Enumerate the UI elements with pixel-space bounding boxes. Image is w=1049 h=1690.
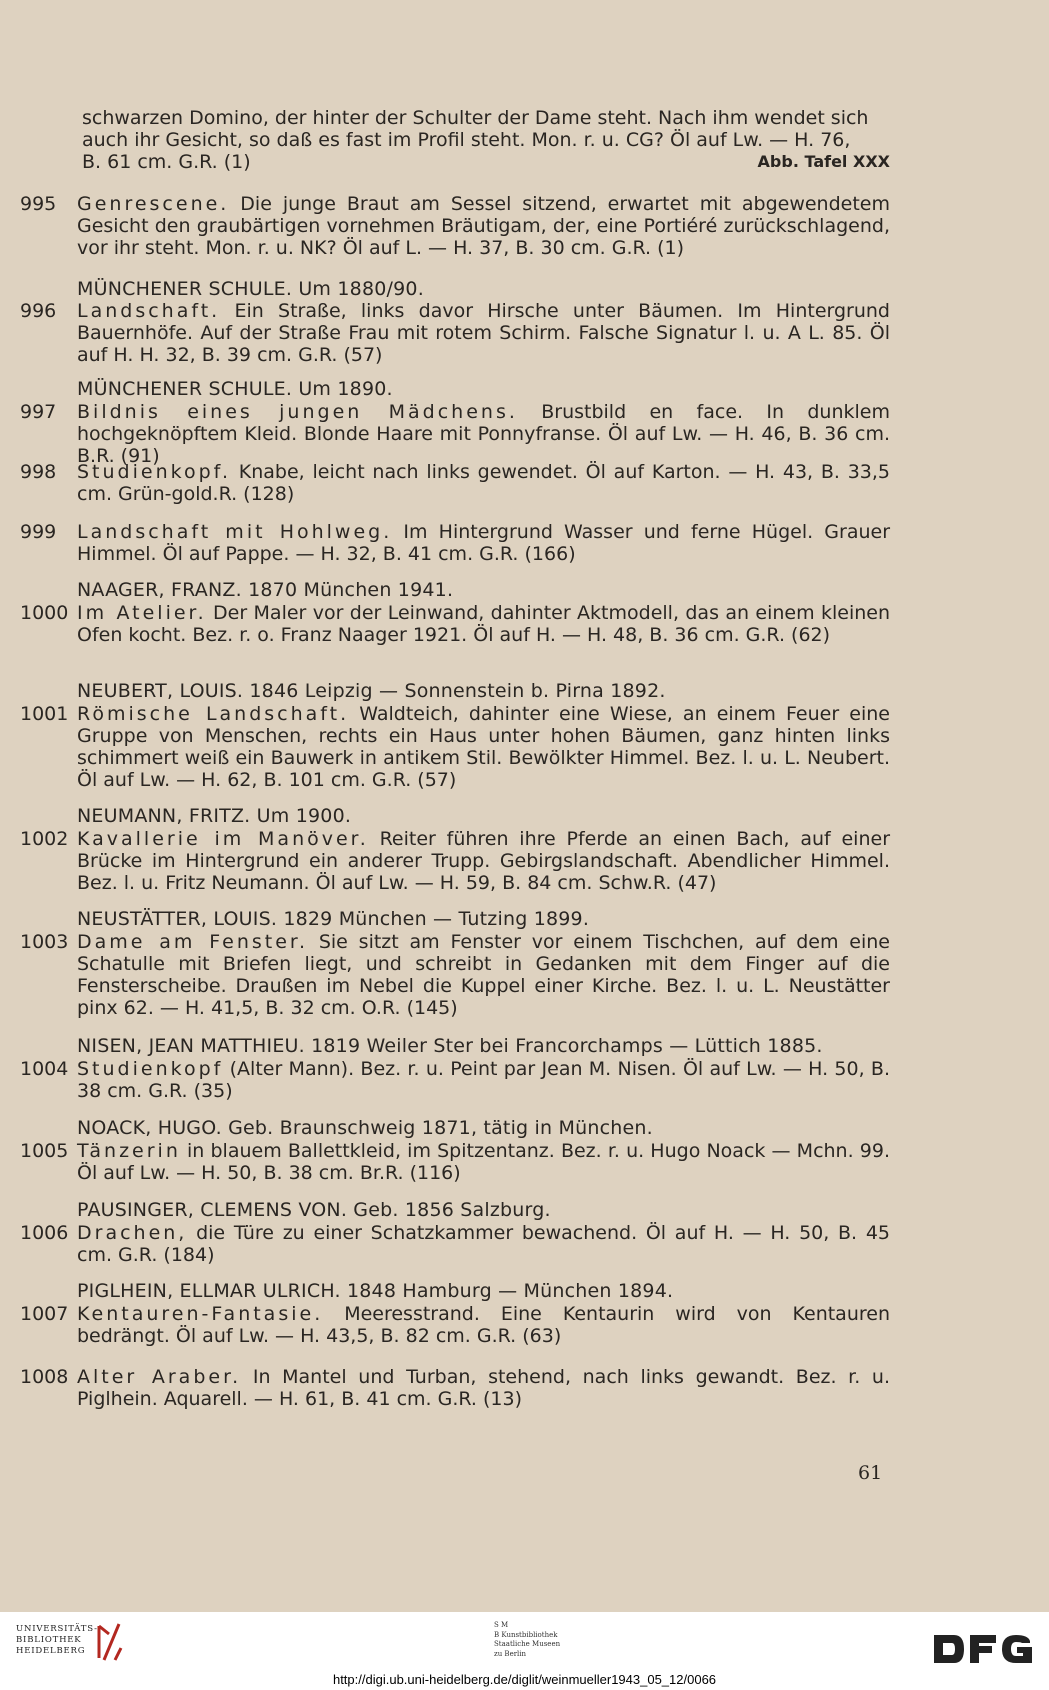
entry-title: Genrescene.	[77, 193, 230, 215]
entry-title: Römische Landschaft.	[77, 703, 350, 725]
artist-heading: NAAGER, FRANZ. 1870 München 1941.	[77, 579, 454, 601]
digitization-footer	[0, 1612, 1049, 1690]
page-number: 61	[858, 1462, 883, 1484]
smb-line-2: B Kunstbibliothek	[494, 1630, 558, 1639]
entry-title: Bildnis eines jungen Mädchens.	[77, 401, 518, 423]
university-library-label	[16, 1624, 98, 1657]
artist-heading: NEUSTÄTTER, LOUIS. 1829 München — Tutzing 1899.	[77, 908, 590, 930]
artist-heading: MÜNCHENER SCHULE. Um 1890.	[77, 378, 393, 400]
entry-title: Kentauren-Fantasie.	[77, 1303, 324, 1325]
catalog-entry	[20, 1058, 890, 1102]
lot-number: 1001	[20, 703, 69, 725]
smb-kunstbibliothek-label	[494, 1621, 560, 1659]
entry-title: Kavallerie im Manöver.	[77, 828, 369, 850]
artist-heading: PAUSINGER, CLEMENS VON. Geb. 1856 Salzburg.	[77, 1199, 551, 1221]
entry-description: Sie sitzt am Fenster vor einem Tischchen, auf dem eine Schatulle mit Briefen liegt, und schreibt in Gedanken mit dem Finger auf die Fensterscheibe. Draußen im Nebel die Kuppel einer Kirche. Bez. l. u. L. Neustätter pinx 62. — H. 41,5, B. 32 cm. O.R. (145)	[77, 931, 890, 1019]
catalog-entry	[20, 703, 890, 791]
lot-number: 998	[20, 461, 57, 483]
smb-line-4: zu Berlin	[494, 1649, 527, 1658]
artist-heading: NEUMANN, FRITZ. Um 1900.	[77, 805, 352, 827]
lot-number: 997	[20, 401, 57, 423]
lot-number: 1003	[20, 931, 69, 953]
catalog-entry	[20, 828, 890, 894]
entry-title: Drachen,	[77, 1222, 188, 1244]
entry-title: Studienkopf	[77, 1058, 224, 1080]
lot-number: 1004	[20, 1058, 69, 1080]
lot-number: 996	[20, 300, 57, 322]
continued-entry-text	[82, 107, 890, 173]
catalog-entry	[20, 1222, 890, 1266]
catalog-entry	[20, 602, 890, 646]
lot-number: 1002	[20, 828, 69, 850]
catalog-entry	[20, 521, 890, 565]
artist-heading: MÜNCHENER SCHULE. Um 1880/90.	[77, 278, 424, 300]
catalog-entry	[20, 401, 890, 467]
lot-number: 995	[20, 193, 57, 215]
entry-description: Die junge Braut am Sessel sitzend, erwartet mit abgewendetem Gesicht den graubärtigen vornehmen Bräutigam, der, eine Portiéré zurückschlagend, vor ihr steht. Mon. r. u. NK? Öl auf L. — H. 37, B. 30 cm. G.R. (1)	[77, 193, 890, 259]
university-line-1: UNIVERSITÄTS-	[16, 1624, 98, 1634]
entry-description: (Alter Mann). Bez. r. u. Peint par Jean M. Nisen. Öl auf Lw. — H. 50, B. 38 cm. G.R. (35)	[77, 1058, 890, 1102]
lead-line-1: schwarzen Domino, der hinter der Schulter der Dame steht. Nach ihm wendet sich	[82, 107, 869, 129]
dfg-logo-icon	[932, 1632, 1038, 1666]
entry-title: Dame am Fenster.	[77, 931, 309, 953]
lot-number: 1000	[20, 602, 69, 624]
lead-line-3: B. 61 cm. G.R. (1)	[82, 151, 251, 173]
artist-heading: PIGLHEIN, ELLMAR ULRICH. 1848 Hamburg — München 1894.	[77, 1280, 674, 1302]
entry-description: Ein Straße, links davor Hirsche unter Bäumen. Im Hintergrund Bauernhöfe. Auf der Straße Frau mit rotem Schirm. Falsche Signatur l. u. A L. 85. Öl auf H. H. 32, B. 39 cm. G.R. (57)	[77, 300, 890, 366]
entry-description: die Türe zu einer Schatzkammer bewachend. Öl auf H. — H. 50, B. 45 cm. G.R. (184)	[77, 1222, 890, 1266]
university-line-3: HEIDELBERG	[16, 1646, 86, 1656]
entry-description: Knabe, leicht nach links gewendet. Öl auf Karton. — H. 43, B. 33,5 cm. Grün-gold.R. (128)	[77, 461, 890, 505]
entry-title: Tänzerin	[77, 1140, 181, 1162]
entry-title: Im Atelier.	[77, 602, 207, 624]
smb-line-3: Staatliche Museen	[494, 1640, 561, 1648]
lot-number: 1007	[20, 1303, 69, 1325]
entry-description: In Mantel und Turban, stehend, nach links gewandt. Bez. r. u. Piglhein. Aquarell. — H. 61, B. 41 cm. G.R. (13)	[77, 1366, 891, 1410]
entry-description: Im Hintergrund Wasser und ferne Hügel. Grauer Himmel. Öl auf Pappe. — H. 32, B. 41 cm. G.R. (166)	[77, 521, 891, 565]
catalog-entry	[20, 461, 890, 505]
plate-reference: Abb. Tafel XXX	[757, 152, 890, 171]
catalog-entry	[20, 1303, 890, 1347]
university-line-2: BIBLIOTHEK	[16, 1635, 82, 1645]
catalog-entry	[20, 193, 890, 259]
source-url[interactable]: http://digi.ub.uni-heidelberg.de/diglit/weinmueller1943_05_12/0066	[332, 1672, 717, 1687]
catalog-entry	[20, 931, 890, 1019]
entry-description: in blauem Ballettkleid, im Spitzentanz. Bez. r. u. Hugo Noack — Mchn. 99. Öl auf Lw. — H. 50, B. 38 cm. Br.R. (116)	[77, 1140, 891, 1184]
entry-description: Reiter führen ihre Pferde an einen Bach, auf einer Brücke im Hintergrund ein anderer Trupp. Gebirgslandschaft. Abendlicher Himmel. Bez. l. u. Fritz Neumann. Öl auf Lw. — H. 59, B. 84 cm. Schw.R. (47)	[77, 828, 890, 894]
entry-description: Brustbild en face. In dunklem hochgeknöpftem Kleid. Blonde Haare mit Ponnyfranse. Öl auf Lw. — H. 46, B. 36 cm. B.R. (91)	[77, 401, 890, 467]
catalog-entry	[20, 1140, 890, 1184]
heidelberg-logo-icon	[95, 1620, 125, 1662]
lot-number: 1008	[20, 1366, 69, 1388]
smb-line-1: S M	[494, 1621, 509, 1629]
entry-title: Landschaft mit Hohlweg.	[77, 521, 393, 543]
lot-number: 999	[20, 521, 57, 543]
artist-heading: NISEN, JEAN MATTHIEU. 1819 Weiler Ster bei Francorchamps — Lüttich 1885.	[77, 1035, 823, 1057]
lead-line-2: auch ihr Gesicht, so daß es fast im Profil steht. Mon. r. u. CG? Öl auf Lw. — H. 76,	[82, 129, 851, 151]
entry-description: Der Maler vor der Leinwand, dahinter Aktmodell, das an einem kleinen Ofen kocht. Bez. r. o. Franz Naager 1921. Öl auf H. — H. 48, B. 36 cm. G.R. (62)	[77, 602, 891, 646]
entry-description: Meeresstrand. Eine Kentaurin wird von Kentauren bedrängt. Öl auf Lw. — H. 43,5, B. 82 cm. G.R. (63)	[77, 1303, 890, 1347]
entry-title: Alter Araber.	[77, 1366, 242, 1388]
catalog-entry	[20, 300, 890, 366]
lot-number: 1005	[20, 1140, 69, 1162]
entry-title: Landschaft.	[77, 300, 221, 322]
lot-number: 1006	[20, 1222, 69, 1244]
catalog-entry	[20, 1366, 890, 1410]
artist-heading: NOACK, HUGO. Geb. Braunschweig 1871, tätig in München.	[77, 1117, 653, 1139]
artist-heading: NEUBERT, LOUIS. 1846 Leipzig — Sonnenstein b. Pirna 1892.	[77, 680, 666, 702]
entry-title: Studienkopf.	[77, 461, 231, 483]
entry-description: Waldteich, dahinter eine Wiese, an einem Feuer eine Gruppe von Menschen, rechts ein Haus unter hohen Bäumen, ganz hinten links schimmert weiß ein Bauwerk in antikem Stil. Bewölkter Himmel. Bez. l. u. L. Neubert. Öl auf Lw. — H. 62, B. 101 cm. G.R. (57)	[77, 703, 890, 791]
